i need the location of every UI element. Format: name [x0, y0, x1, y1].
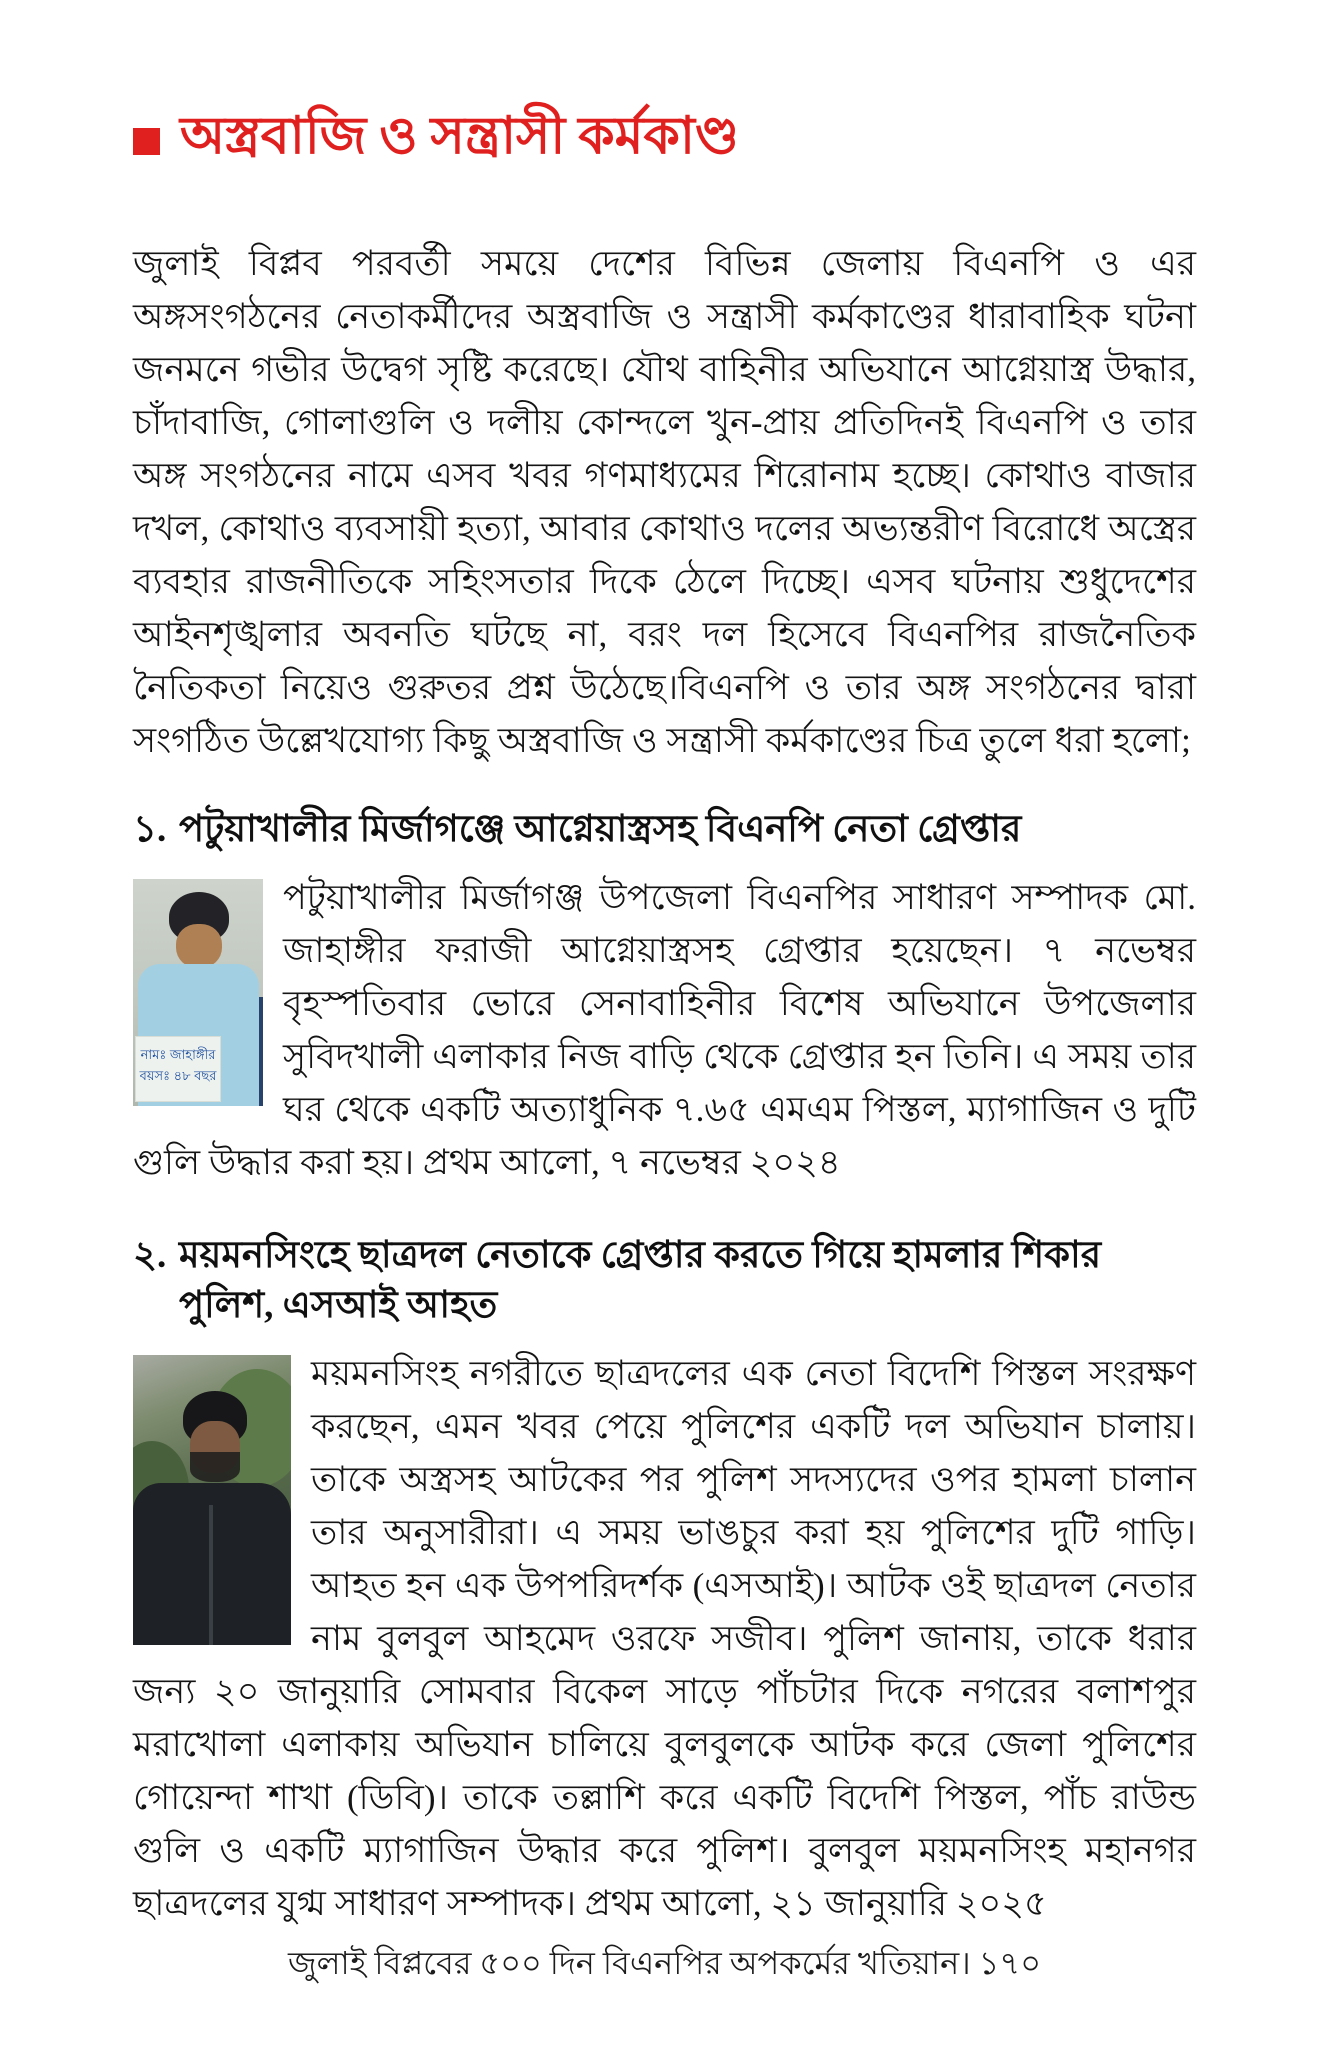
section-2-heading	[133, 1231, 1196, 1331]
page-title: অস্ত্রবাজি ও সন্ত্রাসী কর্মকাণ্ড	[180, 108, 740, 165]
section-1-heading	[133, 805, 1196, 855]
main-heading	[133, 108, 1196, 165]
intro-paragraph: জুলাই বিপ্লব পরবর্তী সময়ে দেশের বিভিন্ন জেলায় বিএনপি ও এর অঙ্গসংগঠনের নেতাকর্মীদের অস্ত্রবাজি ও সন্ত্রাসী কর্মকাণ্ডের ধারাবাহিক ঘটনা জনমনে গভীর উদ্বেগ সৃষ্টি করেছে। যৌথ বাহিনীর অভিযানে আগ্নেয়াস্ত্র উদ্ধার, চাঁদাবাজি, গোলাগুলি ও দলীয় কোন্দলে খুন-প্রায় প্রতিদিনই বিএনপি ও তার অঙ্গ সংগঠনের নামে এসব খবর গণমাধ্যমের শিরোনাম হচ্ছে। কোথাও বাজার দখল, কোথাও ব্যবসায়ী হত্যা, আবার কোথাও দলের অভ্যন্তরীণ বিরোধে অস্ত্রের ব্যবহার রাজনীতিকে সহিংসতার দিকে ঠেলে দিচ্ছে। এসব ঘটনায় শুধুদেশের আইনশৃঙ্খলার অবনতি ঘটছে না, বরং দল হিসেবে বিএনপির রাজনৈতিক নৈতিকতা নিয়েও গুরুতর প্রশ্ন উঠেছে।বিএনপি ও তার অঙ্গ সংগঠনের দ্বারা সংগঠিত উল্লেখযোগ্য কিছু অস্ত্রবাজি ও সন্ত্রাসী কর্মকাণ্ডের চিত্র তুলে ধরা হলো;	[133, 244, 1196, 761]
arrested-bnp-leader-photo	[133, 879, 263, 1106]
placard-name-line: নামঃ জাহাঙ্গীর	[140, 1047, 216, 1063]
chhatra-dal-leader-photo	[133, 1355, 291, 1645]
section-2	[133, 1231, 1196, 1930]
photo2-beard-shape	[190, 1452, 240, 1482]
placard-age-line: বয়সঃ ৪৮ বছর	[139, 1067, 217, 1083]
section-2-title: ময়মনসিংহে ছাত্রদল নেতাকে গ্রেপ্তার করতে গিয়ে হামলার শিকার পুলিশ, এসআই আহত	[179, 1235, 1102, 1327]
section-1-title: পটুয়াখালীর মির্জাগঞ্জে আগ্নেয়াস্ত্রসহ বিএনপি নেতা গ্রেপ্তার	[179, 809, 1022, 851]
photo1-face-shape	[176, 924, 222, 968]
section-1-body	[133, 871, 1196, 1189]
section-1	[133, 805, 1196, 1189]
section-2-body	[133, 1347, 1196, 1930]
section-2-number: ২.	[133, 1235, 167, 1277]
photo2-zipper-shape	[209, 1505, 213, 1645]
section-2-text: ময়মনসিংহ নগরীতে ছাত্রদলের এক নেতা বিদেশি পিস্তল সংরক্ষণ করছেন, এমন খবর পেয়ে পুলিশের একটি দল অভিযান চালায়। তাকে অস্ত্রসহ আটকের পর পুলিশ সদস্যদের ওপর হামলা চালান তার অনুসারীরা। এ সময় ভাঙচুর করা হয় পুলিশের দুটি গাড়ি। আহত হন এক উপপরিদর্শক (এসআই)। আটক ওই ছাত্রদল নেতার নাম বুলবুল আহমেদ ওরফে সজীব। পুলিশ জানায়, তাকে ধরার জন্য ২০ জানুয়ারি সোমবার বিকেল সাড়ে পাঁচটার দিকে নগরের বলাশপুর মরাখোলা এলাকায় অভিযান চালিয়ে বুলবুলকে আটক করে জেলা পুলিশের গোয়েন্দা শাখা (ডিবি)। তাকে তল্লাশি করে একটি বিদেশি পিস্তল, পাঁচ রাউন্ড গুলি ও একটি ম্যাগাজিন উদ্ধার করে পুলিশ। বুলবুল ময়মনসিংহ মহানগর ছাত্রদলের যুগ্ম সাধারণ সম্পাদক। প্রথম আলো, ২১ জানুয়ারি ২০২৫	[133, 1354, 1196, 1924]
page-footer: জুলাই বিপ্লবের ৫০০ দিন বিএনপির অপকর্মের খতিয়ান। ১৭০	[287, 1945, 1042, 1981]
name-placard	[135, 1036, 221, 1102]
section-1-number: ১.	[133, 809, 167, 851]
red-square-bullet-icon	[133, 128, 160, 155]
section-1-text: পটুয়াখালীর মির্জাগঞ্জ উপজেলা বিএনপির সাধারণ সম্পাদক মো. জাহাঙ্গীর ফরাজী আগ্নেয়াস্ত্রসহ গ্রেপ্তার হয়েছেন। ৭ নভেম্বর বৃহস্পতিবার ভোরে সেনাবাহিনীর বিশেষ অভিযানে উপজেলার সুবিদখালী এলাকার নিজ বাড়ি থেকে গ্রেপ্তার হন তিনি। এ সময় তার ঘর থেকে একটি অত্যাধুনিক ৭.৬৫ এমএম পিস্তল, ম্যাগাজিন ও দুটি গুলি উদ্ধার করা হয়। প্রথম আলো, ৭ নভেম্বর ২০২৪	[133, 878, 1196, 1183]
